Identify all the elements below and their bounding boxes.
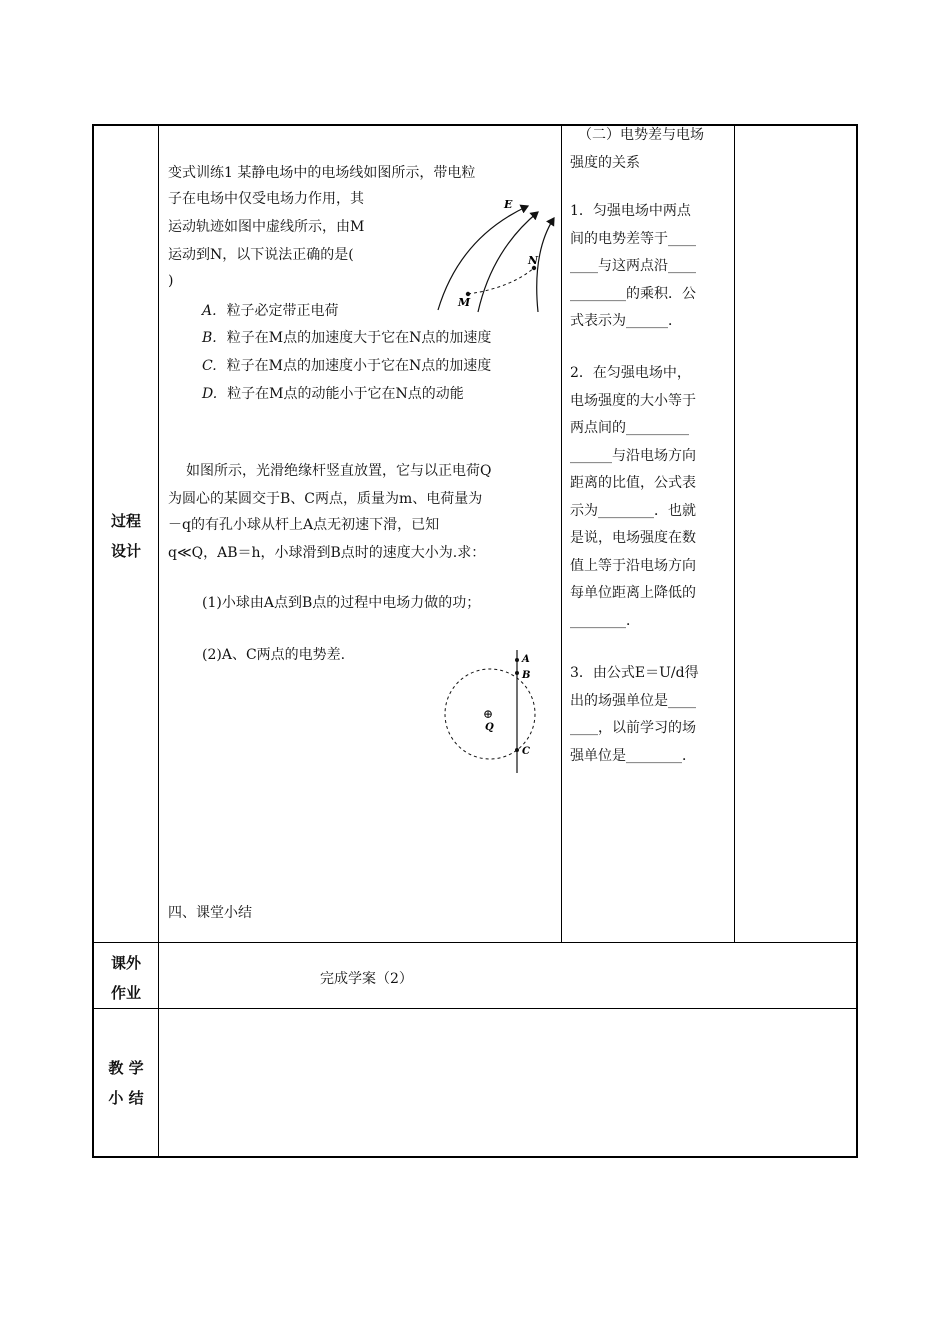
option-text: 粒子在M点的加速度小于它在N点的加速度 bbox=[226, 358, 492, 374]
exercise2-line1: 如图所示，光滑绝缘杆竖直放置，它与以正电荷Q bbox=[186, 463, 492, 479]
trajectory-dashed bbox=[468, 268, 534, 294]
label-b: B bbox=[522, 670, 531, 681]
p1-line: ____与这两点沿____ bbox=[570, 258, 696, 274]
option-letter: C. bbox=[202, 358, 217, 374]
option-letter: D. bbox=[202, 386, 218, 402]
p2-line: 2．在匀强电场中， bbox=[570, 365, 691, 381]
p3-line: 强单位是________． bbox=[570, 747, 696, 764]
exercise1-option-d bbox=[202, 381, 464, 407]
point-b bbox=[515, 671, 519, 675]
row-label-process-line2: 设计 bbox=[110, 542, 141, 560]
p2-line: 是说，电场强度在数 bbox=[570, 530, 696, 546]
row-divider-2 bbox=[92, 1008, 858, 1009]
row-label-process-line1: 过程 bbox=[110, 512, 141, 530]
exercise2-line2: 为圆心的某圆交于B、C两点，质量为m、电荷量为 bbox=[168, 491, 483, 507]
p2-line: 值上等于沿电场方向 bbox=[570, 557, 696, 574]
row-divider-1 bbox=[92, 942, 858, 943]
right-paragraph-1 bbox=[570, 198, 730, 336]
p2-line: 电场强度的大小等于 bbox=[570, 392, 696, 409]
p2-line: 距离的比值，公式表 bbox=[570, 475, 696, 491]
option-letter: B. bbox=[202, 330, 217, 346]
option-text: 粒子在M点的动能小于它在N点的动能 bbox=[227, 386, 464, 402]
label-e: E bbox=[504, 198, 513, 211]
column-divider-2 bbox=[561, 124, 562, 942]
p2-line: 示为________．也就 bbox=[570, 502, 696, 519]
p1-line: ________的乘积．公 bbox=[570, 285, 696, 302]
field-line-3 bbox=[537, 218, 554, 312]
p1-line: 式表示为______． bbox=[570, 313, 682, 329]
exercise1-line1: 变式训练1 某静电场中的电场线如图所示，带电粒 bbox=[168, 165, 476, 181]
right-title-line1: （二）电势差与电场 bbox=[578, 127, 704, 143]
row-label-summary-line2: 小 结 bbox=[108, 1089, 144, 1107]
label-q: Q bbox=[485, 722, 494, 733]
p3-line: ____，以前学习的场 bbox=[570, 720, 696, 736]
right-title-line2: 强度的关系 bbox=[570, 155, 640, 171]
exercise1-option-c bbox=[202, 353, 491, 379]
exercise1-option-a bbox=[202, 298, 339, 324]
p2-line: ______与沿电场方向 bbox=[570, 447, 696, 464]
exercise1-line5: ) bbox=[168, 273, 174, 289]
right-paragraph-2 bbox=[570, 360, 730, 635]
column-divider-3 bbox=[734, 124, 735, 942]
exercise1-line3: 运动轨迹如图中虚线所示，由M bbox=[168, 219, 365, 235]
field-lines-figure bbox=[430, 192, 555, 317]
label-n: N bbox=[528, 254, 539, 267]
p2-line: ________． bbox=[570, 612, 640, 629]
section4-heading: 四、课堂小结 bbox=[168, 905, 252, 921]
row-label-homework bbox=[96, 950, 156, 1006]
exercise2-question2: (2)A、C两点的电势差. bbox=[202, 647, 346, 663]
right-paragraph-3 bbox=[570, 660, 730, 770]
exercise1-option-b bbox=[202, 325, 491, 351]
label-a: A bbox=[522, 654, 530, 665]
option-letter: A. bbox=[202, 303, 217, 319]
label-c: C bbox=[522, 746, 530, 757]
exercise1-line4: 运动到N，以下说法正确的是( bbox=[168, 247, 354, 263]
charge-symbol: ⊕ bbox=[483, 707, 494, 721]
exercise2-line3: －q的有孔小球从杆上A点无初速下滑，已知 bbox=[168, 517, 440, 533]
option-text: 粒子必定带正电荷 bbox=[226, 303, 339, 319]
p1-line: 间的电势差等于____ bbox=[570, 230, 696, 247]
p3-line: 3．由公式E＝U/d得 bbox=[570, 665, 699, 681]
p3-line: 出的场强单位是____ bbox=[570, 692, 696, 709]
p2-line: 每单位距离上降低的 bbox=[570, 585, 696, 601]
exercise2-line4: q≪Q，AB＝h，小球滑到B点时的速度大小为.求： bbox=[168, 545, 486, 561]
circle-rod-figure bbox=[440, 646, 550, 776]
option-text: 粒子在M点的加速度大于它在N点的加速度 bbox=[226, 330, 492, 346]
point-c bbox=[515, 748, 519, 752]
point-a bbox=[515, 658, 519, 662]
p2-line: 两点间的_________ bbox=[570, 420, 689, 436]
row-label-summary-line1: 教 学 bbox=[108, 1059, 144, 1077]
label-m: M bbox=[458, 296, 471, 309]
row-label-homework-line2: 作业 bbox=[110, 984, 141, 1002]
column-divider-1 bbox=[158, 124, 159, 1158]
homework-text: 完成学案（2） bbox=[320, 971, 413, 987]
row-label-summary bbox=[96, 1055, 156, 1111]
exercise2-question1: (1)小球由A点到B点的过程中电场力做的功； bbox=[202, 595, 481, 611]
row-label-process bbox=[96, 508, 156, 564]
p1-line: 1．匀强电场中两点 bbox=[570, 203, 691, 219]
exercise1-line2: 子在电场中仅受电场力作用，其 bbox=[168, 191, 364, 207]
row-label-homework-line1: 课外 bbox=[110, 954, 141, 972]
